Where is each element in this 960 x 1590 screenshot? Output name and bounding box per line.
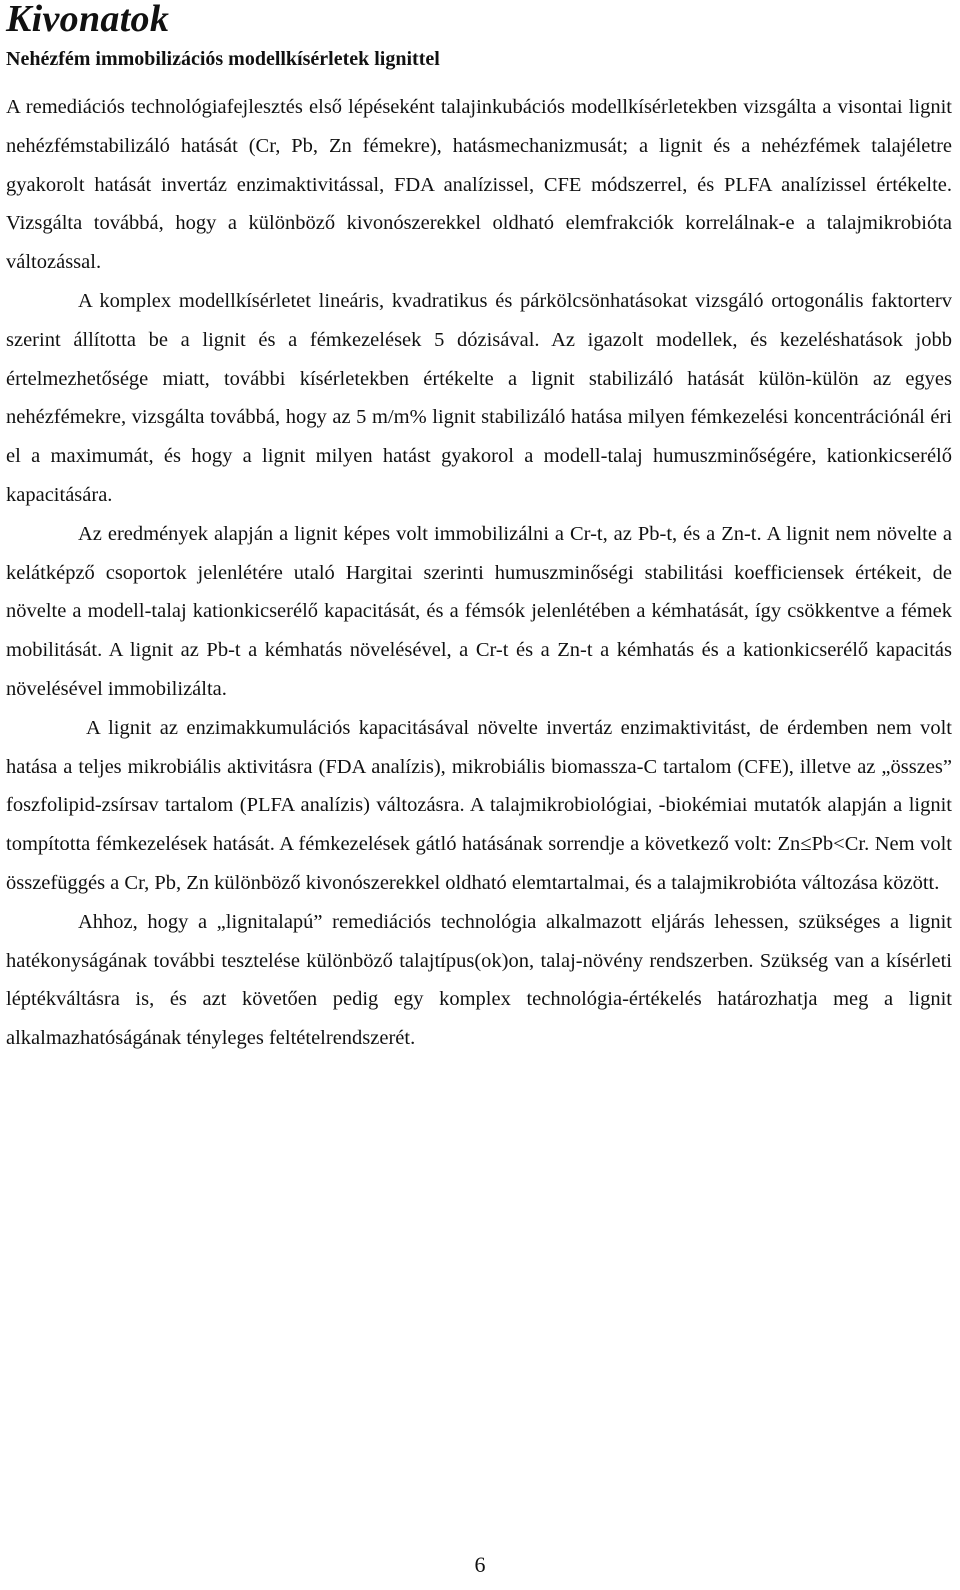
paragraph-5: Ahhoz, hogy a „lignitalapú” remediációs technológia alkalmazott eljárás lehessen, szükséges a lignit hatékonyságának további tesztelése különböző talajtípus(ok)on, talaj-növény rendszerben. Szükség van a kísérleti léptékváltásra is, és azt követően pedig egy komplex technológia-értékelés határozhatja meg a lignit alkalmazhatóságának tényleges feltételrendszerét. <box>6 910 952 1050</box>
abstract-body <box>6 88 952 1058</box>
page-number: 6 <box>474 1552 486 1577</box>
paragraph-1: A remediációs technológiafejlesztés első lépéseként talajinkubációs modellkísérletekben vizsgálta a visontai lignit nehézfémstabilizáló hatását (Cr, Pb, Zn fémekre), hatásmechanizmusát; a lignit és a nehézfémek talajéletre gyakorolt hatását invertáz enzimaktivitással, FDA analízissel, CFE módszerrel, és PLFA analízissel értékelte. Vizsgálta továbbá, hogy a különböző kivonószerekkel oldható elemfrakciók korrelálnak-e a talajmikrobióta változással. <box>6 96 952 274</box>
paragraph-3: Az eredmények alapján a lignit képes volt immobilizálni a Cr-t, az Pb-t, és a Zn-t. A lignit nem növelte a kelátképző csoportok jelenlétére utaló Hargitai szerinti humuszminőségi stabilitási koefficiensek értékeit, de növelte a modell-talaj kationkicserélő kapacitását, és a fémsók jelenlétében a kémhatását, így csökkentve a fémek mobilitását. A lignit az Pb-t a kémhatás növelésével, a Cr-t és a Zn-t a kémhatás és a kationkicserélő kapacitás növelésével immobilizálta. <box>6 522 952 700</box>
page-title: Kivonatok <box>6 0 170 40</box>
paragraph-2: A komplex modellkísérletet lineáris, kvadratikus és párkölcsönhatásokat vizsgáló ortogonális faktorterv szerint állította be a lignit és a fémkezelések 5 dózisával. Az igazolt modellek, és kezeléshatások jobb értelmezhetősége miatt, további kísérletekben értékelte a lignit stabilizáló hatását külön-külön az egyes nehézfémekre, vizsgálta továbbá, hogy az 5 m/m% lignit stabilizáló hatása milyen fémkezelési koncentrációnál éri el a maximumát, és hogy a lignit milyen hatást gyakorol a modell-talaj humuszminőségére, kationkicserélő kapacitására. <box>6 289 952 506</box>
paragraph-4: A lignit az enzimakkumulációs kapacitásával növelte invertáz enzimaktivitást, de érdemben nem volt hatása a teljes mikrobiális aktivitásra (FDA analízis), mikrobiális biomassza-C tartalom (CFE), illetve az „összes” foszfolipid-zsírsav tartalom (PLFA analízis) változásra. A talajmikrobiológiai, -biokémiai mutatók alapján a lignit tompította fémkezelések hatását. A fémkezelések gátló hatásának sorrendje a következő volt: Zn≤Pb<Cr. Nem volt összefüggés a Cr, Pb, Zn különböző kivonószerekkel oldható elemtartalmai, és a talajmikrobióta változása között. <box>6 716 952 894</box>
section-subtitle: Nehézfém immobilizációs modellkísérletek lignittel <box>6 48 440 70</box>
